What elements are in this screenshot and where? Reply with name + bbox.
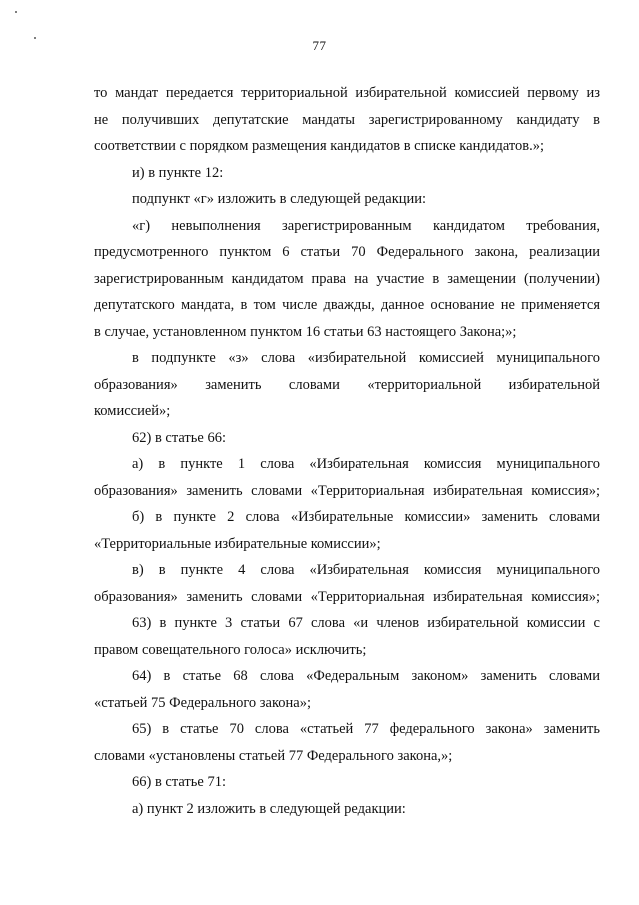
text-line: образования» заменить словами «Территориальная избирательная комиссия»; (94, 482, 600, 499)
document-body (94, 80, 600, 822)
text-line: предусмотренного пунктом 6 статьи 70 Федерального закона, реализации (94, 244, 600, 260)
text-line: образования» заменить словами «Территориальная избирательная комиссия»; (94, 588, 600, 605)
text-line: 66) в статье 71: (132, 774, 226, 790)
text-line: а) пункт 2 изложить в следующей редакции: (132, 800, 406, 817)
text-line: словами «установлены статьей 77 Федерального закона,»; (94, 747, 453, 764)
text-line: в случае, установленном пунктом 16 статьи 63 настоящего Закона;»; (94, 323, 517, 340)
text-line: б) в пункте 2 слова «Избирательные комиссии» заменить словами (132, 509, 600, 525)
text-line: 65) в статье 70 слова «статьей 77 федерального закона» заменить (132, 721, 600, 737)
text-line: соответствии с порядком размещения кандидатов в списке кандидатов.»; (94, 138, 545, 154)
text-line: и) в пункте 12: (132, 164, 224, 181)
text-line: правом совещательного голоса» исключить; (94, 641, 367, 658)
text-line: подпункт «г» изложить в следующей редакции: (132, 191, 427, 207)
scan-speck (15, 11, 17, 13)
text-line: то мандат передается территориальной избирательной комиссией первому из (94, 85, 600, 101)
text-line: 62) в статье 66: (132, 429, 226, 446)
text-line: в) в пункте 4 слова «Избирательная комиссия муниципального (132, 562, 600, 578)
text-line: 64) в статье 68 слова «Федеральным законом» заменить словами (132, 668, 600, 684)
text-line: не получивших депутатские мандаты зарегистрированному кандидату в (94, 111, 600, 128)
text-line: «г) невыполнения зарегистрированным кандидатом требования, (132, 217, 600, 234)
text-line: 63) в пункте 3 статьи 67 слова «и членов избирательной комиссии с (132, 615, 600, 631)
text-line: зарегистрированным кандидатом права на участие в замещении (получении) (94, 270, 600, 287)
text-line: «Территориальные избирательные комиссии»; (94, 535, 381, 552)
text-line: в подпункте «з» слова «избирательной комиссией муниципального (132, 350, 600, 366)
text-line: «статьей 75 Федерального закона»; (94, 694, 311, 711)
text-line: а) в пункте 1 слова «Избирательная комиссия муниципального (132, 456, 600, 472)
text-line: образования» заменить словами «территориальной избирательной (94, 376, 600, 393)
text-line: депутатского мандата, в том числе дважды, данное основание не применяется (94, 297, 600, 313)
page-number: 77 (312, 38, 327, 53)
text-line: комиссией»; (94, 403, 171, 419)
